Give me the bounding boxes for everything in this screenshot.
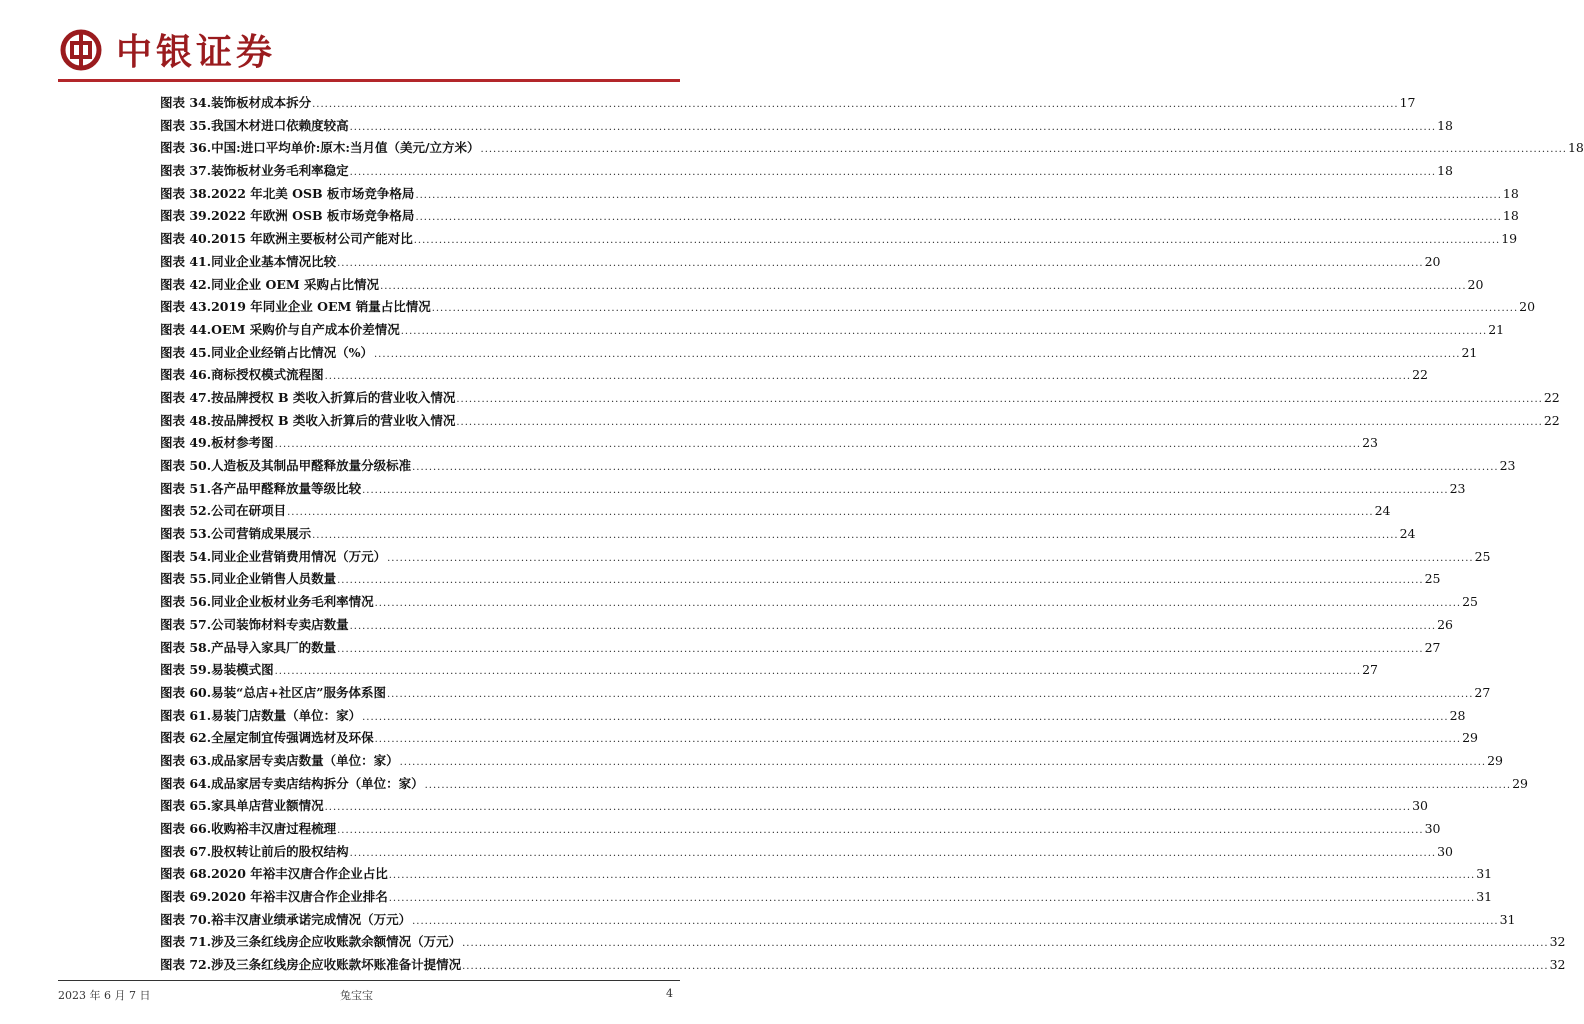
- toc-entry[interactable]: [160, 206, 1519, 229]
- toc-entry[interactable]: [160, 774, 1528, 797]
- toc-entry-title: 图表 43.2019 年同业企业 OEM 销量占比情况: [160, 299, 431, 315]
- toc-entry-title: 图表 62.全屋定制宜传强调选材及环保: [160, 730, 374, 746]
- toc-entry[interactable]: [160, 569, 1441, 592]
- toc-entry[interactable]: [160, 728, 1478, 751]
- toc-entry[interactable]: [160, 433, 1378, 456]
- toc-entry-page: 19: [1501, 231, 1518, 247]
- toc-entry-page: 27: [1474, 684, 1491, 700]
- toc-leader-dots: ....................................................................................................................................................................................................................................................................: [456, 393, 1543, 405]
- toc-entry[interactable]: [160, 252, 1441, 275]
- toc-entry-title: 图表 68.2020 年裕丰汉唐合作企业占比: [160, 866, 388, 882]
- toc-leader-dots: ....................................................................................................................................................................................................................................................................: [373, 348, 1461, 360]
- footer-divider: [58, 980, 680, 981]
- toc-entry-page: 24: [1399, 526, 1416, 542]
- toc-entry-page: 25: [1424, 571, 1441, 587]
- toc-entry[interactable]: [160, 751, 1503, 774]
- toc-entry-title: 图表 34.装饰板材成本拆分: [160, 95, 312, 110]
- toc-entry-page: 18: [1502, 185, 1519, 201]
- toc-entry-title: 图表 54.同业企业营销费用情况（万元）: [160, 548, 387, 564]
- header-divider: [58, 79, 680, 82]
- toc-entry[interactable]: [160, 615, 1453, 638]
- toc-entry[interactable]: [160, 706, 1466, 729]
- toc-leader-dots: ....................................................................................................................................................................................................................................................................: [324, 371, 1412, 383]
- toc-leader-dots: ....................................................................................................................................................................................................................................................................: [312, 99, 1399, 110]
- toc-leader-dots: ....................................................................................................................................................................................................................................................................: [380, 280, 1467, 292]
- toc-entry-title: 图表 39.2022 年欧洲 OSB 板市场竞争格局: [160, 208, 415, 224]
- toc-leader-dots: ....................................................................................................................................................................................................................................................................: [424, 779, 1512, 791]
- toc-entry[interactable]: [160, 343, 1478, 366]
- toc-entry-title: 图表 36.中国:进口平均单价:原木:当月值（美元/立方米）: [160, 140, 480, 156]
- toc-entry-page: 25: [1462, 594, 1478, 610]
- toc-entry[interactable]: [160, 910, 1516, 933]
- toc-entry[interactable]: [160, 138, 1584, 161]
- toc-entry-page: 31: [1476, 866, 1493, 882]
- toc-entry[interactable]: [160, 864, 1493, 887]
- toc-leader-dots: ....................................................................................................................................................................................................................................................................: [287, 507, 1374, 519]
- toc-entry[interactable]: [160, 93, 1416, 116]
- toc-entry[interactable]: [160, 683, 1491, 706]
- toc-leader-dots: ....................................................................................................................................................................................................................................................................: [337, 643, 1424, 655]
- toc-entry[interactable]: [160, 592, 1478, 615]
- toc-entry-title: 图表 49.板材参考图: [160, 435, 274, 451]
- toc-entry-title: 图表 45.同业企业经销占比情况（%）: [160, 344, 373, 360]
- toc-leader-dots: ....................................................................................................................................................................................................................................................................: [412, 915, 1499, 927]
- toc-entry[interactable]: [160, 297, 1536, 320]
- toc-entry[interactable]: [160, 184, 1519, 207]
- toc-entry-page: 23: [1499, 458, 1516, 473]
- toc-entry[interactable]: [160, 411, 1560, 434]
- toc-entry-title: 图表 67.股权转让前后的股权结构: [160, 843, 349, 859]
- toc-entry[interactable]: [160, 932, 1566, 955]
- brand-name: 中银证券: [116, 32, 277, 73]
- footer-date: 2023 年 6 月 7 日: [58, 989, 151, 1002]
- toc-entry-title: 图表 44.OEM 采购价与自产成本价差情况: [160, 321, 400, 337]
- toc-entry-title: 图表 58.产品导入家具厂的数量: [160, 639, 337, 655]
- toc-entry-title: 图表 48.按品牌授权 B 类收入折算后的营业收入情况: [160, 412, 456, 428]
- bank-of-china-logo-icon: [60, 29, 102, 71]
- toc-entry-title: 图表 56.同业企业板材业务毛利率情况: [160, 594, 374, 610]
- toc-entry-page: 17: [1399, 95, 1416, 110]
- toc-entry-page: 21: [1461, 344, 1478, 360]
- toc-entry-page: 18: [1502, 208, 1519, 224]
- toc-entry-page: 29: [1512, 775, 1528, 791]
- toc-entry-title: 图表 50.人造板及其制品甲醛释放量分级标准: [160, 458, 412, 473]
- toc-entry-page: 31: [1476, 889, 1493, 905]
- toc-entry-page: 27: [1424, 639, 1441, 655]
- toc-entry-page: 29: [1487, 752, 1503, 768]
- toc-entry-title: 图表 35.我国木材进口依赖度较高: [160, 117, 349, 133]
- toc-leader-dots: ....................................................................................................................................................................................................................................................................: [349, 847, 1437, 859]
- toc-leader-dots: ....................................................................................................................................................................................................................................................................: [337, 257, 1424, 269]
- toc-entry[interactable]: [160, 547, 1491, 570]
- toc-entry-title: 图表 61.易装门店数量（单位：家）: [160, 707, 362, 723]
- toc-leader-dots: ....................................................................................................................................................................................................................................................................: [349, 620, 1437, 632]
- toc-entry[interactable]: [160, 275, 1484, 298]
- page-number: 4: [666, 987, 673, 1000]
- toc-entry[interactable]: [160, 660, 1378, 683]
- toc-entry-title: 图表 47.按品牌授权 B 类收入折算后的营业收入情况: [160, 389, 456, 405]
- toc-entry-page: 28: [1449, 707, 1466, 723]
- toc-entry-title: 图表 51.各产品甲醛释放量等级比较: [160, 480, 362, 496]
- toc-entry[interactable]: [160, 524, 1416, 547]
- toc-entry-page: 22: [1543, 412, 1560, 428]
- toc-leader-dots: ....................................................................................................................................................................................................................................................................: [362, 484, 1449, 496]
- toc-entry-page: 21: [1488, 321, 1505, 337]
- toc-entry-title: 图表 72.涉及三条红线房企应收账款坏账准备计提情况: [160, 957, 462, 973]
- toc-entry[interactable]: [160, 501, 1391, 524]
- toc-entry-page: 29: [1462, 730, 1478, 746]
- toc-entry-title: 图表 66.收购裕丰汉唐过程梳理: [160, 821, 337, 836]
- toc-entry[interactable]: [160, 955, 1566, 978]
- toc-entry-title: 图表 55.同业企业销售人员数量: [160, 571, 337, 587]
- toc-entry-page: 18: [1437, 117, 1453, 133]
- toc-entry-title: 图表 38.2022 年北美 OSB 板市场竞争格局: [160, 185, 415, 201]
- toc-entry-page: 20: [1424, 253, 1441, 269]
- toc-entry-title: 图表 63.成品家居专卖店数量（单位：家）: [160, 752, 399, 768]
- toc-leader-dots: ....................................................................................................................................................................................................................................................................: [456, 416, 1543, 428]
- toc-entry-page: 30: [1412, 798, 1428, 814]
- toc-entry-page: 32: [1549, 934, 1566, 950]
- toc-leader-dots: ....................................................................................................................................................................................................................................................................: [349, 167, 1437, 179]
- toc-entry[interactable]: [160, 638, 1441, 661]
- toc-leader-dots: ....................................................................................................................................................................................................................................................................: [387, 552, 1474, 564]
- toc-leader-dots: ....................................................................................................................................................................................................................................................................: [462, 938, 1549, 950]
- toc-entry-title: 图表 46.商标授权模式流程图: [160, 367, 324, 383]
- toc-leader-dots: ....................................................................................................................................................................................................................................................................: [274, 666, 1362, 678]
- toc-entry[interactable]: [160, 819, 1441, 842]
- toc-entry[interactable]: [160, 229, 1518, 252]
- toc-entry[interactable]: [160, 388, 1560, 411]
- toc-entry-title: 图表 59.易装模式图: [160, 662, 274, 678]
- toc-leader-dots: ....................................................................................................................................................................................................................................................................: [462, 961, 1549, 973]
- toc-entry-title: 图表 53.公司营销成果展示: [160, 526, 312, 542]
- toc-leader-dots: ....................................................................................................................................................................................................................................................................: [386, 688, 1474, 700]
- toc-entry[interactable]: [160, 161, 1453, 184]
- toc-entry-title: 图表 37.装饰板材业务毛利率稳定: [160, 163, 349, 179]
- toc-entry-page: 31: [1499, 911, 1516, 927]
- toc-leader-dots: ....................................................................................................................................................................................................................................................................: [400, 325, 1488, 337]
- toc-entry-page: 18: [1567, 140, 1584, 156]
- toc-entry-title: 图表 65.家具单店营业额情况: [160, 798, 324, 814]
- toc-entry-title: 图表 40.2015 年欧洲主要板材公司产能对比: [160, 231, 413, 247]
- toc-entry-title: 图表 71.涉及三条红线房企应收账款余额情况（万元）: [160, 934, 462, 950]
- toc-entry[interactable]: [160, 456, 1516, 479]
- toc-entry-title: 图表 60.易装“总店+社区店”服务体系图: [160, 684, 386, 700]
- toc-leader-dots: ....................................................................................................................................................................................................................................................................: [399, 756, 1487, 768]
- toc-entry-title: 图表 64.成品家居专卖店结构拆分（单位：家）: [160, 775, 424, 791]
- toc-entry-page: 25: [1474, 548, 1491, 564]
- toc-entry[interactable]: [160, 887, 1493, 910]
- toc-entry-page: 20: [1519, 299, 1536, 315]
- footer-company: 兔宝宝: [340, 989, 373, 1002]
- toc-entry-page: 20: [1467, 276, 1484, 292]
- toc-entry[interactable]: [160, 365, 1428, 388]
- toc-entry[interactable]: [160, 320, 1505, 343]
- toc-entry-title: 图表 41.同业企业基本情况比较: [160, 253, 337, 269]
- toc-leader-dots: ....................................................................................................................................................................................................................................................................: [337, 575, 1424, 587]
- toc-leader-dots: ....................................................................................................................................................................................................................................................................: [349, 121, 1437, 133]
- toc-entry-page: 23: [1449, 480, 1466, 496]
- toc-leader-dots: ....................................................................................................................................................................................................................................................................: [412, 462, 1499, 473]
- toc-entry-page: 30: [1424, 821, 1441, 836]
- toc-entry-title: 图表 70.裕丰汉唐业绩承诺完成情况（万元）: [160, 911, 412, 927]
- toc-leader-dots: ....................................................................................................................................................................................................................................................................: [274, 439, 1362, 451]
- toc-entry-page: 26: [1437, 616, 1453, 632]
- toc-leader-dots: ....................................................................................................................................................................................................................................................................: [388, 870, 1476, 882]
- toc-entry-title: 图表 69.2020 年裕丰汉唐合作企业排名: [160, 889, 388, 905]
- toc-leader-dots: ....................................................................................................................................................................................................................................................................: [374, 598, 1462, 610]
- toc-entry-page: 18: [1437, 163, 1453, 179]
- toc-entry-title: 图表 57.公司装饰材料专卖店数量: [160, 616, 349, 632]
- page-header: [0, 0, 724, 90]
- toc-entry-title: 图表 52.公司在研项目: [160, 503, 287, 519]
- toc-entry-page: 23: [1362, 435, 1378, 451]
- toc-leader-dots: ....................................................................................................................................................................................................................................................................: [415, 212, 1502, 224]
- table-of-figures: [160, 93, 1584, 978]
- toc-entry[interactable]: [160, 796, 1428, 819]
- toc-leader-dots: ....................................................................................................................................................................................................................................................................: [415, 189, 1502, 201]
- toc-entry-page: 22: [1543, 389, 1560, 405]
- toc-leader-dots: ....................................................................................................................................................................................................................................................................: [413, 235, 1501, 247]
- toc-entry[interactable]: [160, 842, 1453, 865]
- toc-entry-page: 27: [1362, 662, 1378, 678]
- toc-entry-page: 22: [1412, 367, 1428, 383]
- toc-entry[interactable]: [160, 479, 1466, 502]
- toc-entry-page: 30: [1437, 843, 1453, 859]
- toc-entry-page: 24: [1374, 503, 1391, 519]
- toc-leader-dots: ....................................................................................................................................................................................................................................................................: [337, 825, 1424, 836]
- toc-leader-dots: ....................................................................................................................................................................................................................................................................: [312, 530, 1399, 542]
- toc-entry[interactable]: [160, 116, 1453, 139]
- toc-leader-dots: ....................................................................................................................................................................................................................................................................: [374, 734, 1462, 746]
- toc-entry-title: 图表 42.同业企业 OEM 采购占比情况: [160, 276, 380, 292]
- toc-leader-dots: ....................................................................................................................................................................................................................................................................: [324, 802, 1412, 814]
- toc-entry-page: 32: [1549, 957, 1566, 973]
- toc-leader-dots: ....................................................................................................................................................................................................................................................................: [388, 893, 1476, 905]
- toc-leader-dots: ....................................................................................................................................................................................................................................................................: [431, 303, 1519, 315]
- toc-leader-dots: ....................................................................................................................................................................................................................................................................: [480, 144, 1567, 156]
- toc-leader-dots: ....................................................................................................................................................................................................................................................................: [362, 711, 1449, 723]
